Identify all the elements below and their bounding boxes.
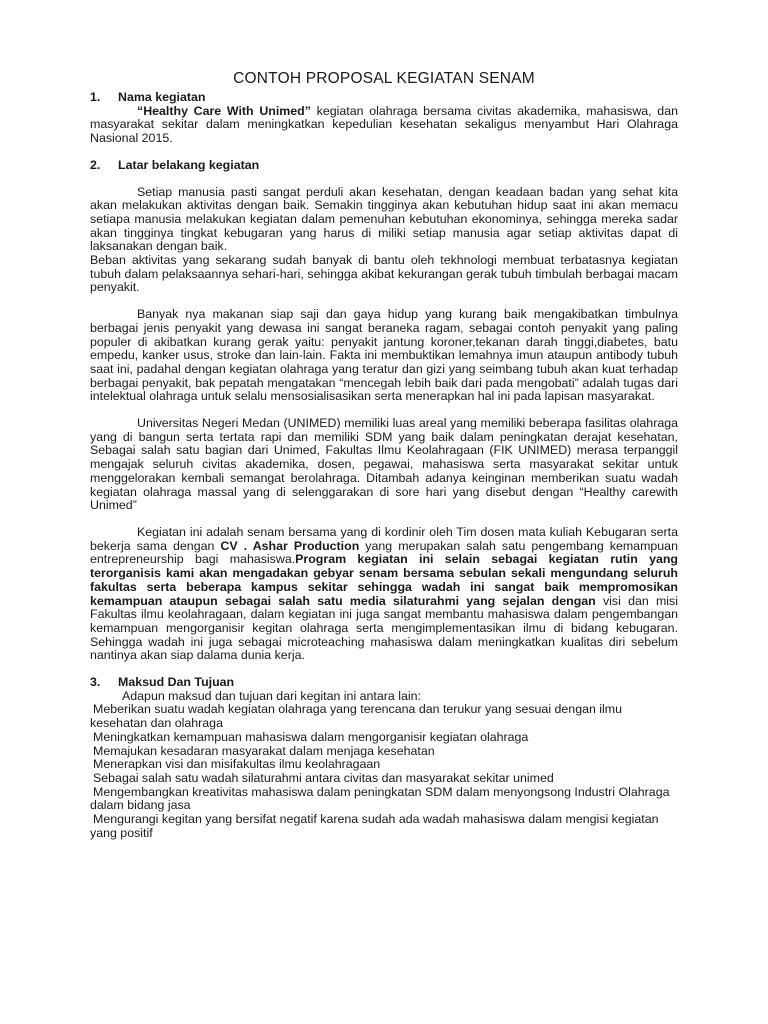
section-1-heading [90, 91, 678, 105]
section-3-heading [90, 676, 678, 690]
p4-bold-program: Program kegiatan ini selain sebagai kegiatan rutin yang terorganisis kami akan mengadakan gebyar senam bersama sebulan sekali mengundang seluruh fakultas serta beberapa kampus sekitar sehingga wadah ini sangat baik mempromosikan kemampuan ataupun sebagai salah satu media silaturahmi yang sejalan dengan [90, 552, 678, 608]
event-name: “Healthy Care With Unimed” [137, 103, 311, 118]
section-3-number: 3. [90, 675, 101, 690]
section-1-paragraph [90, 105, 678, 146]
background-paragraph-4 [90, 526, 678, 663]
company-name: CV . Ashar Production [220, 538, 360, 553]
page-title: CONTOH PROPOSAL KEGIATAN SENAM [233, 70, 535, 87]
section-1-number: 1. [90, 90, 101, 104]
section-2-title: Latar belakang kegiatan [118, 157, 260, 172]
p4-text-c: yang merupakan salah satu pengembang kemampuan entrepreneurship bagi mahasiswa. [90, 538, 678, 567]
objective-item: Menerapkan visi dan misifakultas ilmu keolahragaan [93, 757, 381, 772]
objective-item: Meberikan suatu wadah kegiatan olahraga yang terencana dan terukur yang sesuai dengan ilmu kesehatan dan olahraga [90, 702, 623, 731]
spacer [90, 173, 678, 186]
section-1-text: kegiatan olahraga bersama civitas akademika, mahasiswa, dan masyarakat sekitar dalam meningkatkan kepedulian kesehatan sekaligus menyambut Hari Olahraga Nasional 2015. [90, 103, 678, 146]
background-paragraph-2: Banyak nya makanan siap saji dan gaya hidup yang kurang baik mengakibatkan timbulnya berbagai jenis penyakit yang dewasa ini sangat beraneka ragam, sebagai contoh penyakit yang paling populer di akibatkan kurang gerak yaitu: penyakit jantung koroner,tekanan darah tinggi,diabetes, batu empedu, kanker usus, stroke dan lain-lain. Fakta ini membuktikan lemahnya imun ataupun antibody tubuh saat ini, padahal dengan kegiatan olahraga yang teratur dan gizi yang seimbang tubuh akan kuat terhadap berbagai penyakit, bak pepatah mengatakan “mencegah lebih baik dari pada mengobati” adalah tugas dari intelektual olahraga untuk selalu mensosialisasikan serta menerapkan hal ini pada lapisan masyarakat. [90, 307, 678, 404]
background-paragraph-1: Setiap manusia pasti sangat perduli akan kesehatan, dengan keadaan badan yang sehat kita akan melakukan aktivitas dengan baik. Semakin tingginya akan kebutuhan hidup saat ini akan memacu setiapa manusia melakukan kegiatan dalam pemenuhan kebutuhan ekonominya, sehingga mereka sadar akan tingginya tingkat kebugaran yang harus di miliki setiap manusia agar setiap aktivitas dapat di laksanakan dengan baik. [90, 184, 678, 254]
background-paragraph-3: Universitas Negeri Medan (UNIMED) memiliki luas areal yang memiliki beberapa fasilitas olahraga yang di bangun serta tertata rapi dan memiliki SDM yang baik dalam peningkatan derajat kesehatan, Sebagai salah satu bagian dari Unimed, Fakultas Ilmu Keolahragaan (FIK UNIMED) merasa terpanggil mengajak seluruh civitas akademika, dosen, pegawai, mahasiswa serta masyarakat sekitar untuk menggelorakan kembali semangat berolahraga. Ditambah adanya keinginan memberikan suatu wadah kegiatan olahraga massal yang di selenggarakan di sore hari yang disebut dengan “Healthy carewith Unimed” [90, 416, 678, 513]
section-2-heading [90, 159, 678, 173]
objective-item: Meningkatkan kemampuan mahasiswa dalam mengorganisir kegiatan olahraga [93, 729, 529, 744]
objective-item: Memajukan kesadaran masyarakat dalam menjaga kesehatan [93, 743, 435, 758]
p4-text-a: Kegiatan ini adalah senam bersama yang di kordinir oleh Tim dosen mata kuliah Kebugaran serta bekerja sama dengan [90, 524, 678, 553]
section-1-title: Nama kegiatan [118, 90, 206, 104]
objective-item: Mengembangkan kreativitas mahasiswa dalam peningkatan SDM dalam menyongsong Industri Olahraga dalam bidang jasa [90, 784, 670, 813]
objectives-intro: Adapun maksud dan tujuan dari kegitan ini antara lain: [122, 688, 421, 703]
section-3-title: Maksud Dan Tujuan [118, 675, 235, 690]
section-2-number: 2. [90, 157, 101, 172]
p4-text-e: visi dan misi Fakultas ilmu keolahragaan, dalam kegiatan ini juga sangat membantu mahasiswa dalam pengembangan kemampuan mengorganisir kegitan olahraga serta mengimplementasikan ilmu di bidang kebugaran. Sehingga wadah ini juga sebagai microteaching mahasiswa dalam meningkatkan kualitas diri sebelum nantinya akan siap dalama dunia kerja. [90, 593, 679, 663]
objective-item: Sebagai salah satu wadah silaturahmi antara civitas dan masyarakat sekitar unimed [93, 770, 554, 785]
spacer [90, 146, 678, 159]
background-paragraph-1b: Beban aktivitas yang sekarang sudah banyak di bantu oleh tekhnologi membuat terbatasnya kegiatan tubuh dalam pelaksaannya sehari-hari, sehingga akibat kekurangan gerak tubuh timbulah berbagai macam penyakit. [90, 253, 678, 295]
objective-item: Mengurangi kegitan yang bersifat negatif karena sudah ada wadah mahasiswa dalam mengisi kegiatan yang positif [90, 812, 659, 840]
